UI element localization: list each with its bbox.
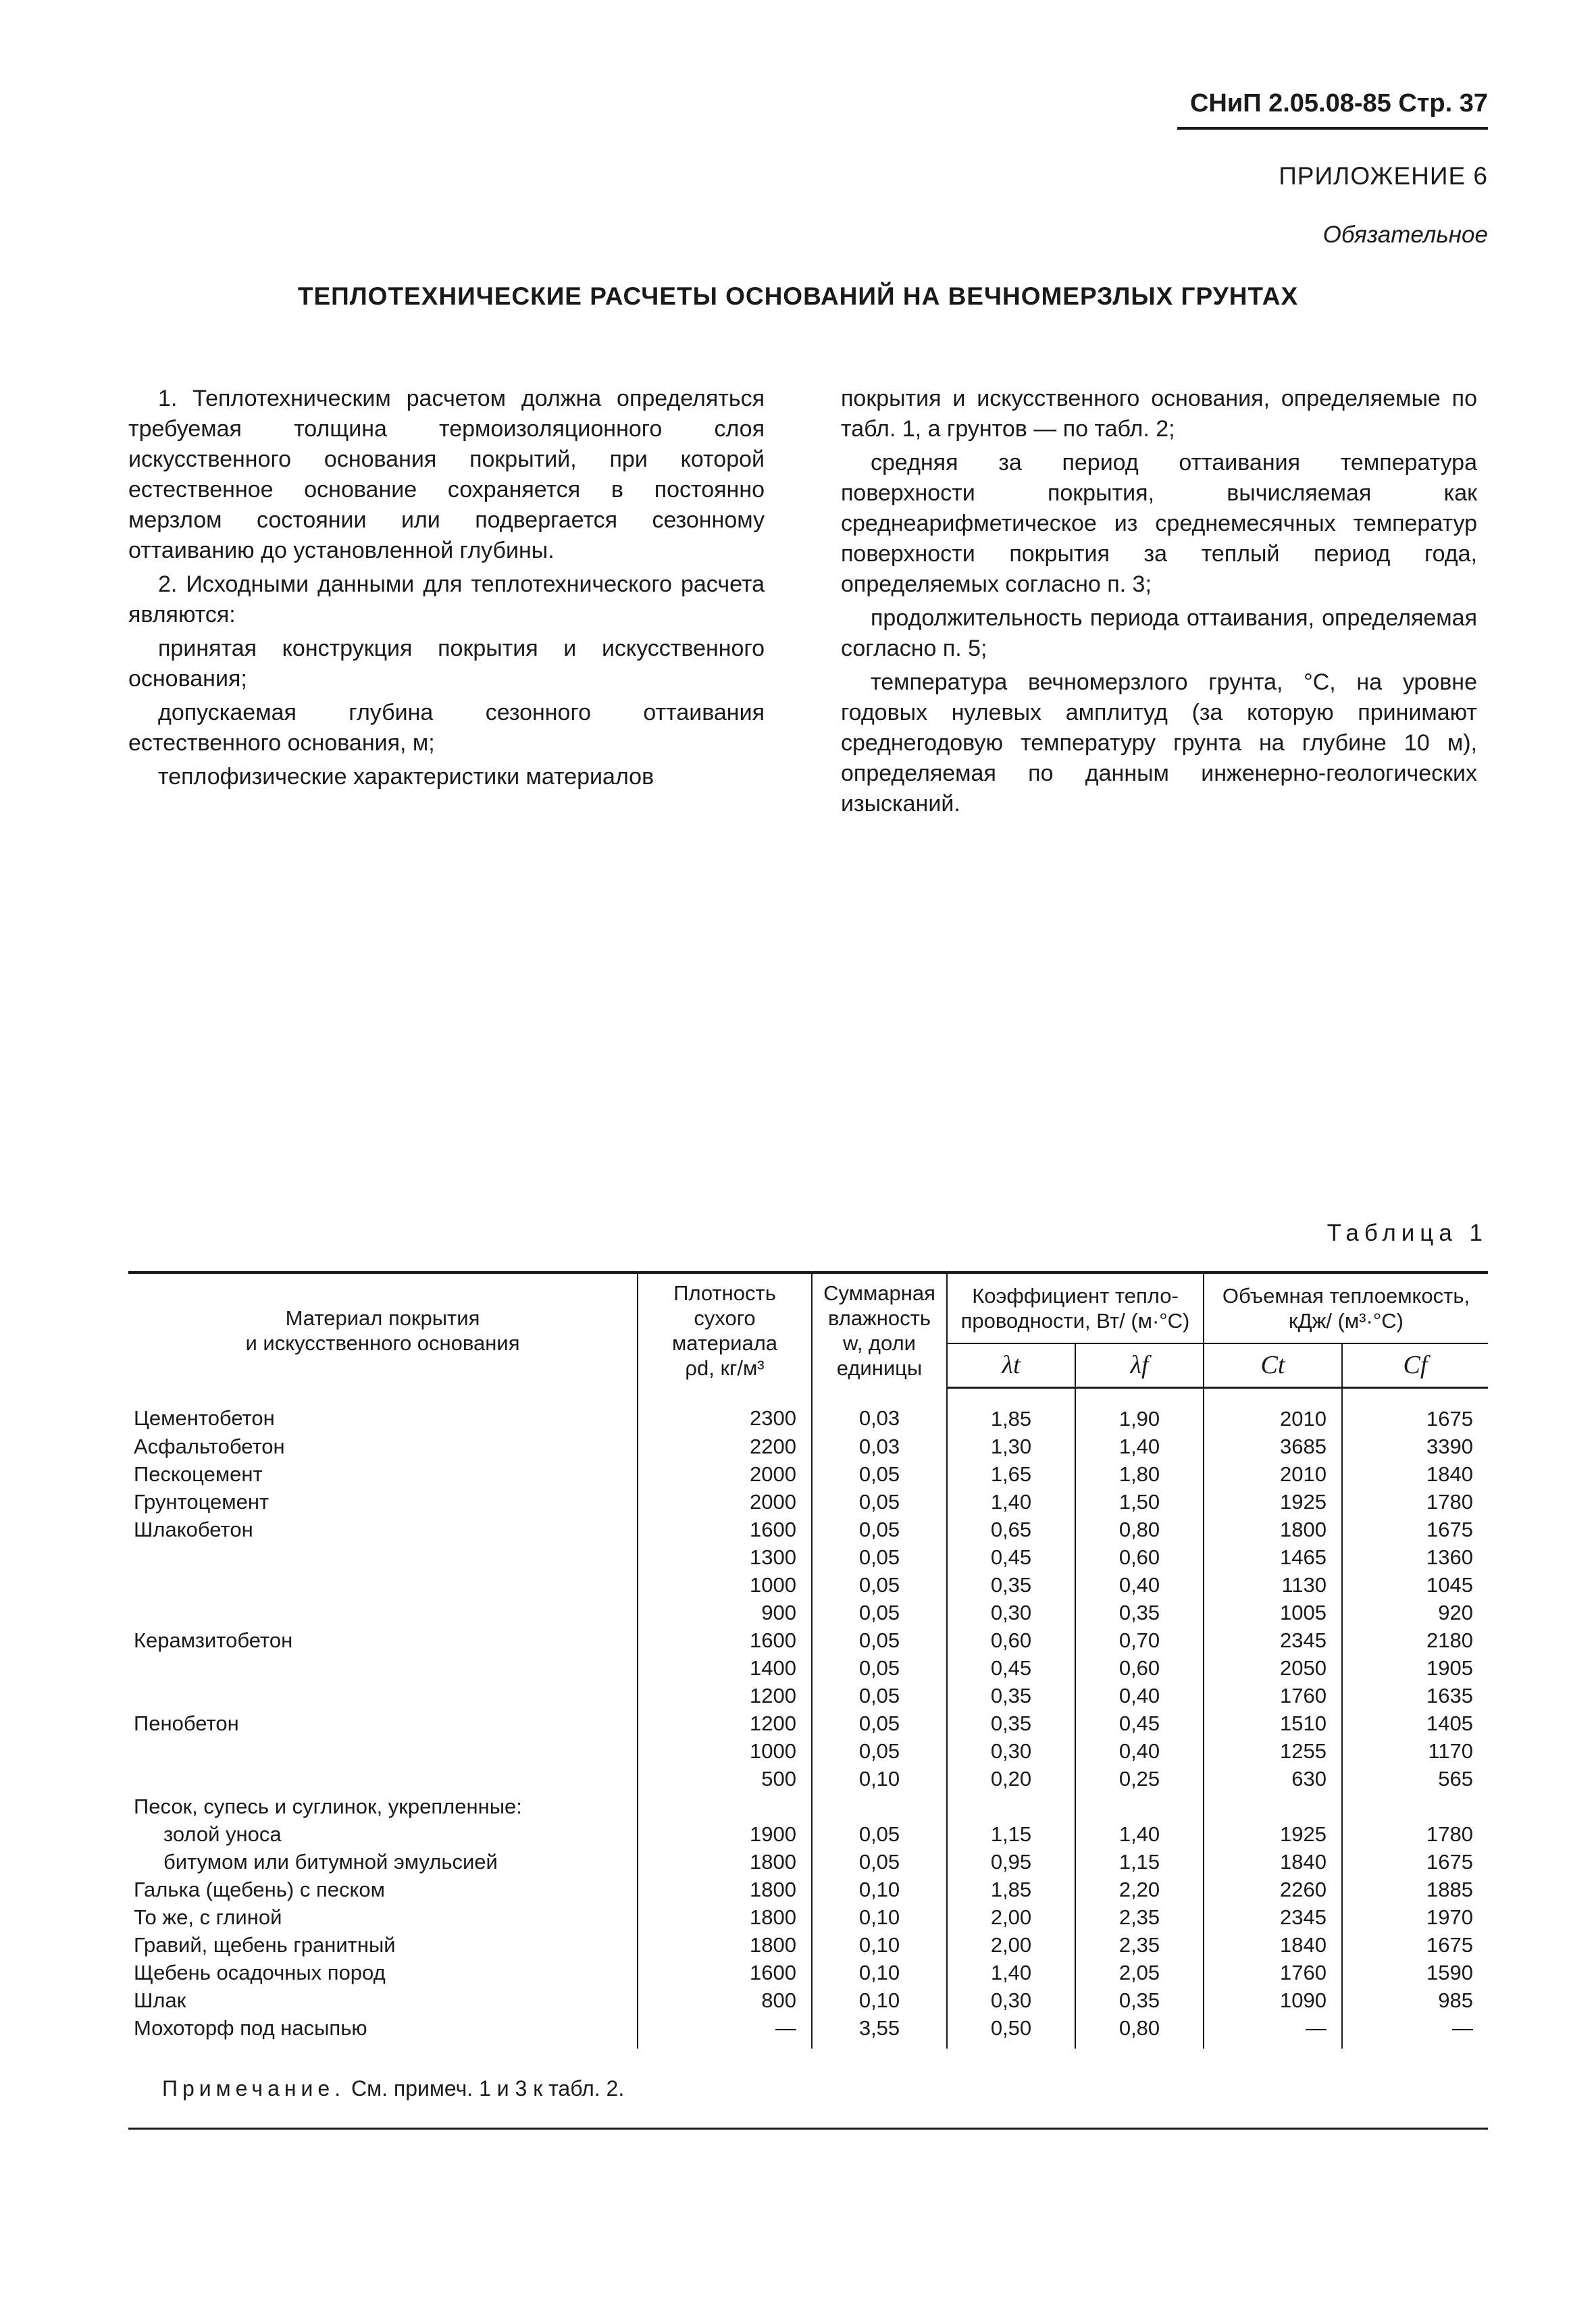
material-cell xyxy=(128,1654,638,1682)
material-cell: битумом или битумной эмульсией xyxy=(163,1849,498,1874)
paragraph: средняя за период оттаивания температура поверхности покрытия, вычисляемая как среднеарифметическое из среднемесячных температур поверхности покрытия за теплый период года, определяемых согласно п. 3; xyxy=(841,450,1477,597)
table-row xyxy=(128,1848,1488,1876)
lt-cell: 2,00 xyxy=(947,1931,1075,1959)
lt-cell: 0,45 xyxy=(947,1543,1075,1571)
material-cell: Цементобетон xyxy=(134,1406,275,1430)
appendix-label: ПРИЛОЖЕНИЕ 6 xyxy=(1279,162,1488,190)
note-text: См. примеч. 1 и 3 к табл. 2. xyxy=(351,2076,625,2101)
lt-cell: 1,65 xyxy=(947,1460,1075,1488)
rho-cell: 1000 xyxy=(638,1737,812,1765)
lf-cell: 0,60 xyxy=(1075,1654,1204,1682)
lf-cell: 2,05 xyxy=(1075,1959,1204,1986)
paragraph: 1. Теплотехническим расчетом должна определяться требуемая толщина термоизоляционного слоя искусственного основания покрытий, при которой естественное основание сохраняется в постоянно мерзлом состоянии или подвергается сезонному оттаиванию до установленной глубины. xyxy=(128,386,765,563)
cf-cell: — xyxy=(1342,2014,1488,2049)
rho-cell: 2000 xyxy=(638,1488,812,1516)
cf-cell: 1675 xyxy=(1342,1516,1488,1543)
material-cell xyxy=(128,1543,638,1571)
table-row xyxy=(128,1876,1488,1903)
w-cell: 0,10 xyxy=(812,1931,947,1959)
lf-cell: 0,25 xyxy=(1075,1765,1204,1793)
w-cell: 0,05 xyxy=(812,1820,947,1848)
lf-cell: 0,60 xyxy=(1075,1543,1204,1571)
header-heat-capacity: Объемная теплоемкость, кДж/ (м³·°С) xyxy=(1204,1272,1488,1343)
lt-cell: 0,30 xyxy=(947,1737,1075,1765)
cf-cell: 1780 xyxy=(1342,1820,1488,1848)
ct-cell: 1925 xyxy=(1204,1820,1342,1848)
lf-cell: 0,45 xyxy=(1075,1709,1204,1737)
ct-cell: 1465 xyxy=(1204,1543,1342,1571)
paragraph: 2. Исходными данными для теплотехнического расчета являются: xyxy=(128,571,765,627)
rho-cell: 1800 xyxy=(638,1876,812,1903)
material-cell: Керамзитобетон xyxy=(134,1628,293,1652)
table-row xyxy=(128,1571,1488,1599)
w-cell: 0,05 xyxy=(812,1516,947,1543)
table-row xyxy=(128,1793,1488,1820)
cf-cell: 1405 xyxy=(1342,1709,1488,1737)
material-cell: Шлакобетон xyxy=(134,1517,253,1541)
material-cell: Пескоцемент xyxy=(134,1462,263,1486)
cf-cell: 3390 xyxy=(1342,1433,1488,1460)
w-cell: 0,05 xyxy=(812,1682,947,1709)
cf-cell: 1905 xyxy=(1342,1654,1488,1682)
lf-cell: 0,80 xyxy=(1075,2014,1204,2049)
w-cell: 0,05 xyxy=(812,1543,947,1571)
cf-cell: 1885 xyxy=(1342,1876,1488,1903)
rho-cell: 1200 xyxy=(638,1709,812,1737)
w-cell: 0,05 xyxy=(812,1737,947,1765)
ct-cell xyxy=(1204,1793,1342,1820)
section-title: ТЕПЛОТЕХНИЧЕСКИЕ РАСЧЕТЫ ОСНОВАНИЙ НА ВЕЧНОМЕРЗЛЫХ ГРУНТАХ xyxy=(297,282,1299,310)
rho-cell: 1000 xyxy=(638,1571,812,1599)
material-cell xyxy=(128,1571,638,1599)
table-row xyxy=(128,1543,1488,1571)
paragraph: покрытия и искусственного основания, определяемые по табл. 1, а грунтов — по табл. 2; xyxy=(841,386,1477,442)
cf-cell: 1590 xyxy=(1342,1959,1488,1986)
cf-cell: 1635 xyxy=(1342,1682,1488,1709)
cf-cell: 1675 xyxy=(1342,1848,1488,1876)
lf-cell: 1,90 xyxy=(1075,1387,1204,1433)
cf-cell: 920 xyxy=(1342,1599,1488,1626)
lt-cell: 0,45 xyxy=(947,1654,1075,1682)
rho-cell: 800 xyxy=(638,1986,812,2014)
lf-cell: 0,40 xyxy=(1075,1682,1204,1709)
body-left-column xyxy=(128,384,765,796)
ct-cell: 1840 xyxy=(1204,1931,1342,1959)
table-row xyxy=(128,1516,1488,1543)
ct-cell: 2260 xyxy=(1204,1876,1342,1903)
w-cell: 0,10 xyxy=(812,1959,947,1986)
cf-cell: 1045 xyxy=(1342,1571,1488,1599)
cf-cell: 1675 xyxy=(1342,1387,1488,1433)
rho-cell: 1600 xyxy=(638,1516,812,1543)
lf-cell: 1,80 xyxy=(1075,1460,1204,1488)
lt-cell: 0,60 xyxy=(947,1626,1075,1654)
cf-cell: 565 xyxy=(1342,1765,1488,1793)
w-cell xyxy=(812,1793,947,1820)
table-row xyxy=(128,1931,1488,1959)
lt-cell: 1,30 xyxy=(947,1433,1075,1460)
lt-cell: 2,00 xyxy=(947,1903,1075,1931)
lf-cell: 0,35 xyxy=(1075,1599,1204,1626)
cf-cell: 1170 xyxy=(1342,1737,1488,1765)
ct-cell: 2345 xyxy=(1204,1626,1342,1654)
ct-cell: 1760 xyxy=(1204,1959,1342,1986)
header-lambda-f: λf xyxy=(1075,1343,1204,1387)
header-conductivity: Коэффициент тепло- проводности, Вт/ (м·°С) xyxy=(947,1272,1204,1343)
cf-cell xyxy=(1342,1793,1488,1820)
table-row xyxy=(128,1820,1488,1848)
mandatory-label: Обязательное xyxy=(1322,222,1488,248)
rho-cell: 1400 xyxy=(638,1654,812,1682)
w-cell: 0,10 xyxy=(812,1986,947,2014)
lf-cell: 1,50 xyxy=(1075,1488,1204,1516)
lf-cell: 1,40 xyxy=(1075,1820,1204,1848)
ct-cell: 2010 xyxy=(1204,1387,1342,1433)
table-row xyxy=(128,1626,1488,1654)
table-note xyxy=(162,2076,624,2101)
material-cell: золой уноса xyxy=(163,1822,282,1846)
w-cell: 0,10 xyxy=(812,1876,947,1903)
lf-cell: 0,35 xyxy=(1075,1986,1204,2014)
lt-cell: 0,65 xyxy=(947,1516,1075,1543)
lt-cell: 0,30 xyxy=(947,1599,1075,1626)
rho-cell: 1600 xyxy=(638,1626,812,1654)
materials-table xyxy=(128,1271,1488,2049)
material-cell: Пенобетон xyxy=(134,1711,239,1735)
lt-cell: 0,35 xyxy=(947,1682,1075,1709)
material-cell: Грунтоцемент xyxy=(134,1489,269,1514)
w-cell: 0,10 xyxy=(812,1903,947,1931)
ct-cell: 1255 xyxy=(1204,1737,1342,1765)
w-cell: 0,05 xyxy=(812,1848,947,1876)
ct-cell: 1760 xyxy=(1204,1682,1342,1709)
table-row xyxy=(128,1765,1488,1793)
rho-cell: 2000 xyxy=(638,1460,812,1488)
lt-cell: 0,50 xyxy=(947,2014,1075,2049)
w-cell: 0,03 xyxy=(812,1387,947,1433)
rho-cell: 1200 xyxy=(638,1682,812,1709)
material-cell: Щебень осадочных пород xyxy=(134,1960,386,1984)
cf-cell: 1780 xyxy=(1342,1488,1488,1516)
paragraph: температура вечномерзлого грунта, °С, на уровне годовых нулевых амплитуд (за которую принимают среднегодовую температуру грунта на глубине 10 м), определяемая по данным инженерно-геологических изысканий. xyxy=(841,669,1477,817)
header-density: Плотность сухого материала ρd, кг/м³ xyxy=(638,1272,812,1387)
ct-cell: 2010 xyxy=(1204,1460,1342,1488)
document-reference: СНиП 2.05.08-85 Стр. 37 xyxy=(1189,89,1488,118)
cf-cell: 1970 xyxy=(1342,1903,1488,1931)
table-row xyxy=(128,1737,1488,1765)
rho-cell: 2200 xyxy=(638,1433,812,1460)
w-cell: 0,05 xyxy=(812,1626,947,1654)
material-cell: Мохоторф под насыпью xyxy=(134,2015,367,2040)
table-row xyxy=(128,1959,1488,1986)
material-cell: Гравий, щебень гранитный xyxy=(134,1932,396,1957)
w-cell: 0,03 xyxy=(812,1433,947,1460)
ct-cell: 2345 xyxy=(1204,1903,1342,1931)
table-row xyxy=(128,1682,1488,1709)
ct-cell: 3685 xyxy=(1204,1433,1342,1460)
table-row xyxy=(128,1654,1488,1682)
material-cell: Асфальтобетон xyxy=(134,1434,285,1458)
header-moisture: Суммарная влажность w, доли единицы xyxy=(812,1272,947,1387)
table-row xyxy=(128,1387,1488,1433)
ct-cell: 630 xyxy=(1204,1765,1342,1793)
paragraph: продолжительность периода оттаивания, определяемая согласно п. 5; xyxy=(841,605,1477,661)
lt-cell: 1,15 xyxy=(947,1820,1075,1848)
material-cell xyxy=(128,1765,638,1793)
note-label: Примечание. xyxy=(162,2076,346,2101)
lt-cell: 0,20 xyxy=(947,1765,1075,1793)
table-row xyxy=(128,1433,1488,1460)
lf-cell: 1,40 xyxy=(1075,1433,1204,1460)
w-cell: 0,05 xyxy=(812,1460,947,1488)
ct-cell: — xyxy=(1204,2014,1342,2049)
lf-cell: 1,15 xyxy=(1075,1848,1204,1876)
table-row xyxy=(128,1488,1488,1516)
body-right-column xyxy=(841,384,1477,823)
lf-cell: 2,20 xyxy=(1075,1876,1204,1903)
w-cell: 0,05 xyxy=(812,1654,947,1682)
lt-cell: 0,35 xyxy=(947,1709,1075,1737)
table-row xyxy=(128,2014,1488,2049)
rho-cell: 500 xyxy=(638,1765,812,1793)
w-cell: 0,05 xyxy=(812,1599,947,1626)
material-cell: То же, с глиной xyxy=(134,1905,282,1929)
rho-cell: 1800 xyxy=(638,1903,812,1931)
rho-cell: 1900 xyxy=(638,1820,812,1848)
table-row xyxy=(128,1986,1488,2014)
paragraph: теплофизические характеристики материалов xyxy=(158,764,654,790)
lt-cell: 1,40 xyxy=(947,1959,1075,1986)
w-cell: 0,10 xyxy=(812,1765,947,1793)
w-cell: 3,55 xyxy=(812,2014,947,2049)
cf-cell: 985 xyxy=(1342,1986,1488,2014)
lt-cell: 0,95 xyxy=(947,1848,1075,1876)
ct-cell: 2050 xyxy=(1204,1654,1342,1682)
table-row xyxy=(128,1903,1488,1931)
header-c-f: Cf xyxy=(1342,1343,1488,1387)
ct-cell: 1800 xyxy=(1204,1516,1342,1543)
rho-cell: 2300 xyxy=(638,1387,812,1433)
rho-cell: 900 xyxy=(638,1599,812,1626)
ct-cell: 1090 xyxy=(1204,1986,1342,2014)
lt-cell: 0,30 xyxy=(947,1986,1075,2014)
rho-cell: — xyxy=(638,2014,812,2049)
w-cell: 0,05 xyxy=(812,1488,947,1516)
w-cell: 0,05 xyxy=(812,1709,947,1737)
lf-cell: 0,70 xyxy=(1075,1626,1204,1654)
rho-cell: 1300 xyxy=(638,1543,812,1571)
lf-cell: 2,35 xyxy=(1075,1931,1204,1959)
cf-cell: 1840 xyxy=(1342,1460,1488,1488)
cf-cell: 1675 xyxy=(1342,1931,1488,1959)
lt-cell: 1,85 xyxy=(947,1876,1075,1903)
table-row xyxy=(128,1460,1488,1488)
ct-cell: 1510 xyxy=(1204,1709,1342,1737)
material-cell xyxy=(128,1599,638,1626)
header-material: Материал покрытия и искусственного основания xyxy=(128,1272,638,1387)
lf-cell xyxy=(1075,1793,1204,1820)
cf-cell: 1360 xyxy=(1342,1543,1488,1571)
lt-cell xyxy=(947,1793,1075,1820)
material-cell: Галька (щебень) с песком xyxy=(134,1877,385,1901)
rho-cell xyxy=(638,1793,812,1820)
w-cell: 0,05 xyxy=(812,1571,947,1599)
lf-cell: 0,80 xyxy=(1075,1516,1204,1543)
paragraph: допускаемая глубина сезонного оттаивания естественного основания, м; xyxy=(128,700,765,756)
table-row xyxy=(128,1709,1488,1737)
ct-cell: 1130 xyxy=(1204,1571,1342,1599)
material-cell: Шлак xyxy=(134,1988,186,2012)
lt-cell: 0,35 xyxy=(947,1571,1075,1599)
table-row xyxy=(128,1599,1488,1626)
table-bottom-rule xyxy=(128,2128,1488,2130)
header-lambda-t: λt xyxy=(947,1343,1075,1387)
material-cell xyxy=(128,1737,638,1765)
ct-cell: 1840 xyxy=(1204,1848,1342,1876)
paragraph: принятая конструкция покрытия и искусственного основания; xyxy=(128,636,765,692)
lf-cell: 0,40 xyxy=(1075,1571,1204,1599)
lt-cell: 1,85 xyxy=(947,1387,1075,1433)
header-c-t: Ct xyxy=(1204,1343,1342,1387)
cf-cell: 2180 xyxy=(1342,1626,1488,1654)
rho-cell: 1800 xyxy=(638,1848,812,1876)
ct-cell: 1925 xyxy=(1204,1488,1342,1516)
material-cell xyxy=(128,1682,638,1709)
lf-cell: 2,35 xyxy=(1075,1903,1204,1931)
lt-cell: 1,40 xyxy=(947,1488,1075,1516)
table-caption: Таблица 1 xyxy=(1327,1220,1488,1246)
rho-cell: 1800 xyxy=(638,1931,812,1959)
rho-cell: 1600 xyxy=(638,1959,812,1986)
ct-cell: 1005 xyxy=(1204,1599,1342,1626)
lf-cell: 0,40 xyxy=(1075,1737,1204,1765)
header-underline xyxy=(1177,127,1488,130)
material-cell: Песок, супесь и суглинок, укрепленные: xyxy=(134,1794,522,1818)
